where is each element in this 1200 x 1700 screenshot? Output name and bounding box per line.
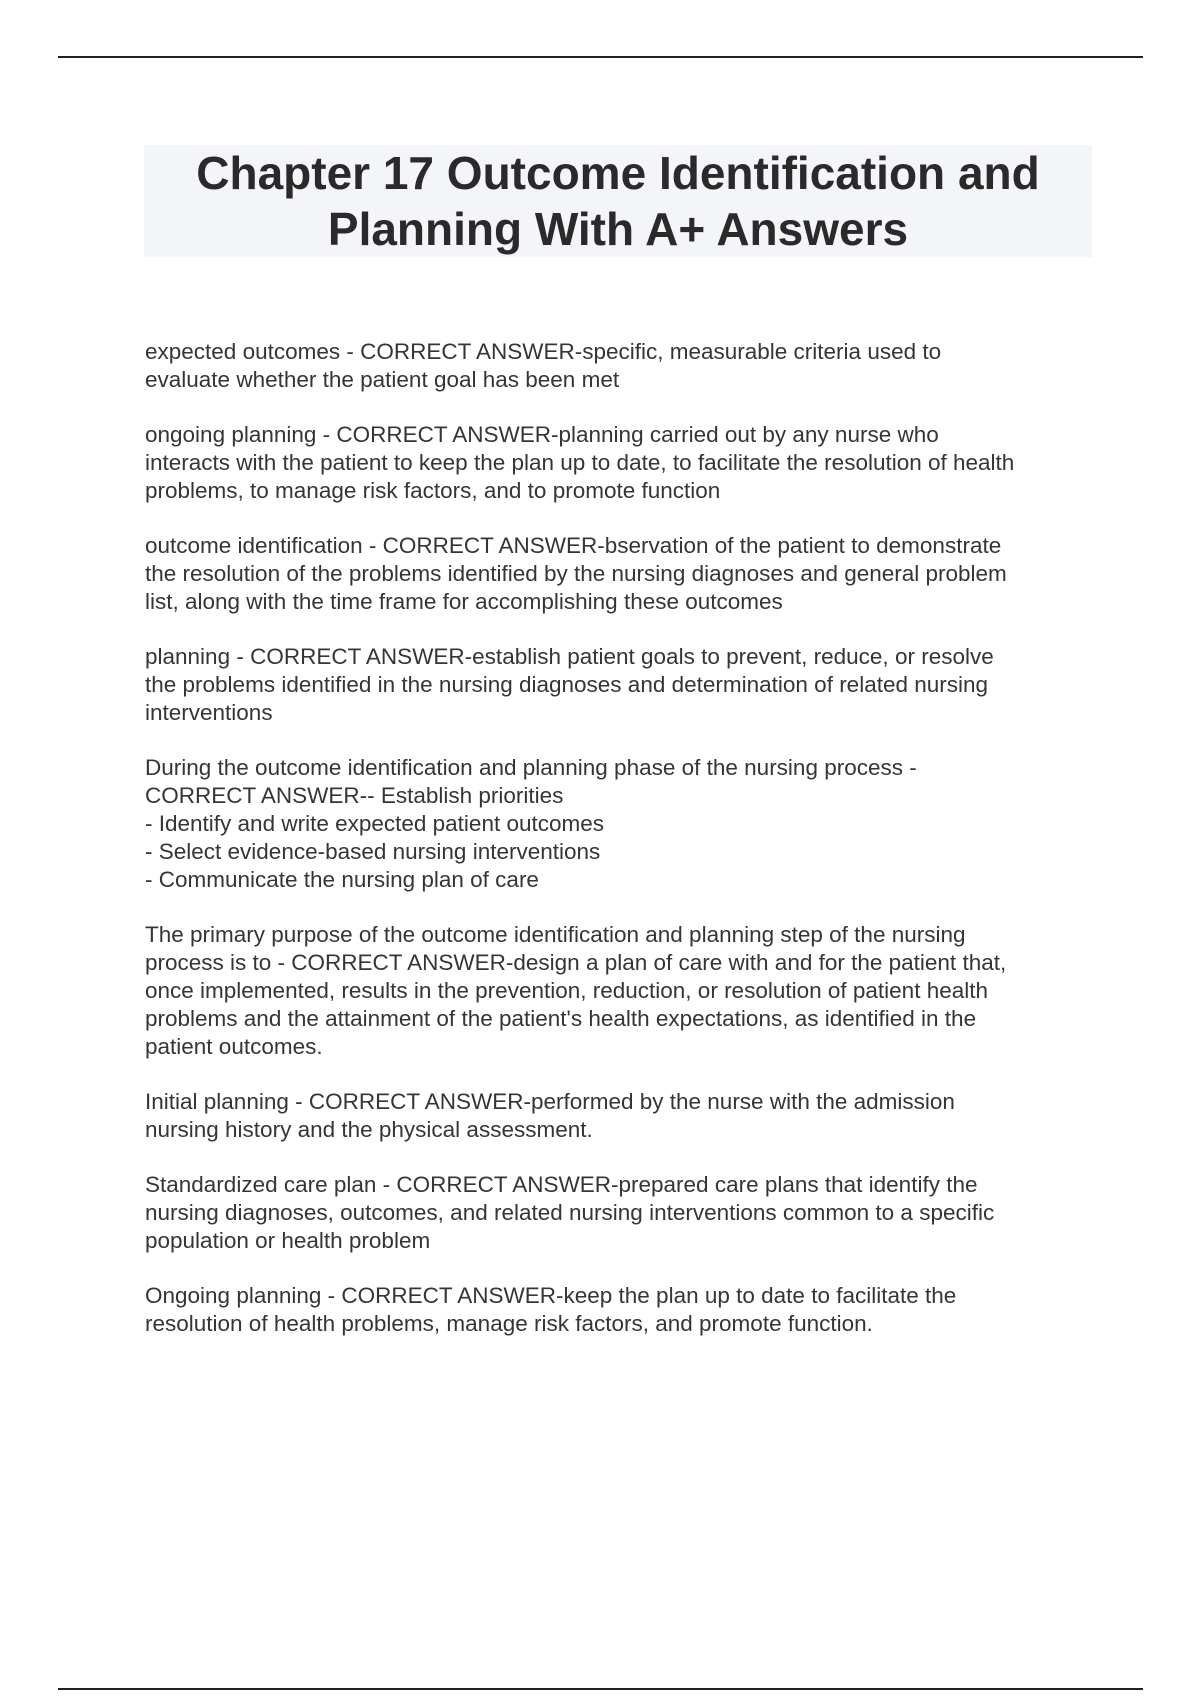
qa-entry-primary-purpose: The primary purpose of the outcome identification and planning step of the nursing process is to - CORRECT ANSWER-design a plan of care with and for the patient that, once implemented, results in the prevention, reduction, or resolution of patient health problems and the attainment of the patient's health expectations, as identified in the patient outcomes. (145, 922, 1007, 1059)
qa-entry-planning-phase: During the outcome identification and planning phase of the nursing process - CORRECT ANSWER-- Establish priorities - Identify and write expected patient outcomes - Select evidence-based nursing interventions - Communicate the nursing plan of care (145, 755, 917, 892)
qa-entry-initial-planning: Initial planning - CORRECT ANSWER-performed by the nurse with the admission nursing history and the physical assessment. (145, 1089, 955, 1142)
qa-entry-outcome-identification: outcome identification - CORRECT ANSWER-bservation of the patient to demonstrate the resolution of the problems identified by the nursing diagnoses and general problem list, along with the time frame for accomplishing these outcomes (145, 533, 1007, 614)
qa-list (145, 338, 1090, 1365)
document-title-line-1: Chapter 17 Outcome Identification and (196, 147, 1040, 199)
qa-entry-ongoing-planning: ongoing planning - CORRECT ANSWER-planning carried out by any nurse who interacts with the patient to keep the plan up to date, to facilitate the resolution of health problems, to manage risk factors, and to promote function (145, 422, 1015, 503)
header-rule (58, 56, 1143, 58)
qa-entry-planning: planning - CORRECT ANSWER-establish patient goals to prevent, reduce, or resolve the problems identified in the nursing diagnoses and determination of related nursing interventions (145, 644, 994, 725)
document-title-line-2: Planning With A+ Answers (327, 203, 909, 255)
qa-entry-expected-outcomes: expected outcomes - CORRECT ANSWER-specific, measurable criteria used to evaluate whether the patient goal has been met (145, 339, 942, 392)
footer-rule (58, 1688, 1143, 1690)
qa-entry-standardized-care-plan: Standardized care plan - CORRECT ANSWER-prepared care plans that identify the nursing diagnoses, outcomes, and related nursing interventions common to a specific population or health problem (145, 1172, 995, 1253)
document-title (196, 145, 1039, 257)
qa-entry-ongoing-planning-2: Ongoing planning - CORRECT ANSWER-keep the plan up to date to facilitate the resolution of health problems, manage risk factors, and promote function. (145, 1283, 957, 1336)
title-banner (144, 145, 1092, 257)
